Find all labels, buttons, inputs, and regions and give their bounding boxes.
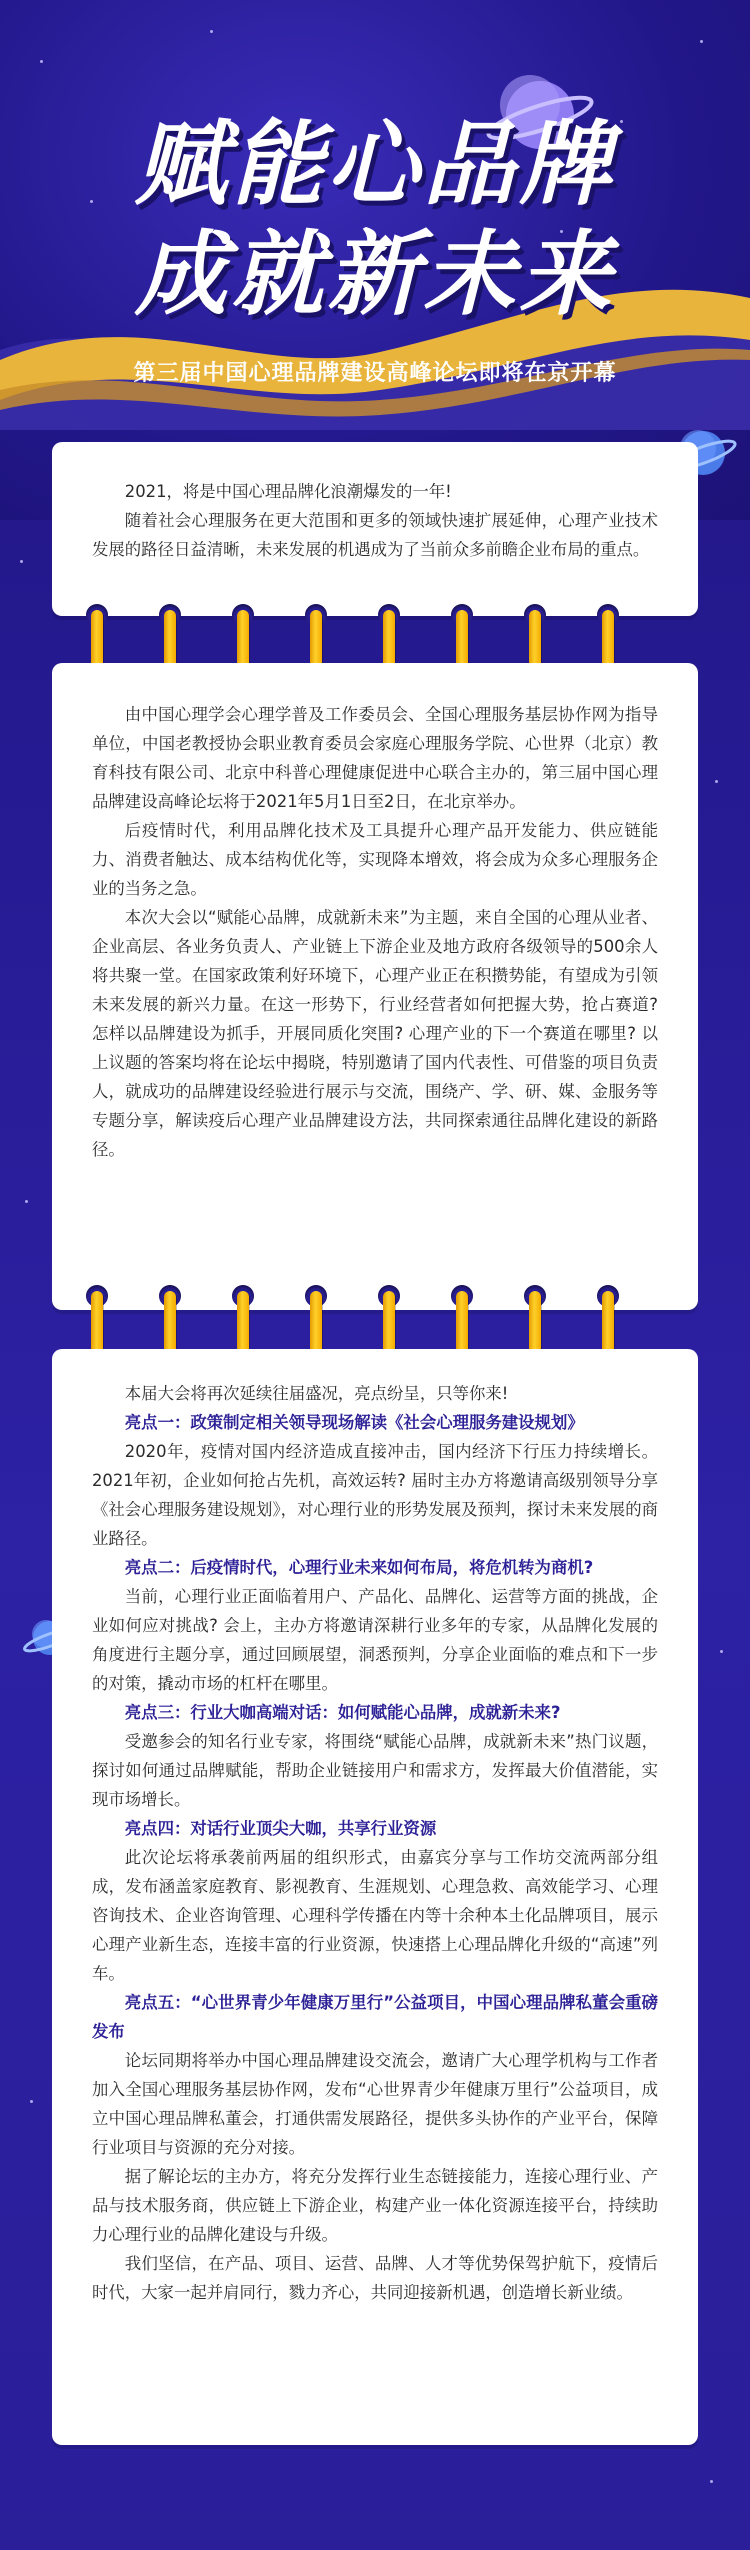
hero-title-line2: 成就新未来 [134, 221, 615, 328]
hero-title-line1: 赋能心品牌 [134, 111, 615, 218]
highlight-heading: 亮点四：对话行业顶尖大咖，共享行业资源 [124, 1819, 437, 1838]
intro-card [52, 442, 698, 616]
paragraph: 我们坚信，在产品、项目、运营、品牌、人才等优势保驾护航下，疫情后时代，大家一起并肩同行，戮力齐心，共同迎接新机遇，创造增长新业绩。 [92, 2254, 658, 2302]
paragraph: 论坛同期将举办中国心理品牌建设交流会，邀请广大心理学机构与工作者加入全国心理服务基层协作网，发布“心世界青少年健康万里行”公益项目，成立中国心理品牌私董会，打通供需发展路径，提供多头协作的产业平台，保障行业项目与资源的充分对接。 [92, 2051, 658, 2157]
paragraph: 2020年，疫情对国内经济造成直接冲击，国内经济下行压力持续增长。2021年初，企业如何抢占先机，高效运转? 届时主办方将邀请高级别领导分享《社会心理服务建设规划》，对心理行业的形势发展及预判，探讨未来发展的商业路径。 [92, 1442, 658, 1548]
paragraph: 受邀参会的知名行业专家，将围绕“赋能心品牌，成就新未来”热门议题，探讨如何通过品牌赋能，帮助企业链接用户和需求方，发挥最大价值潜能，实现市场增长。 [92, 1732, 658, 1809]
paragraph: 此次论坛将承袭前两届的组织形式，由嘉宾分享与工作坊交流两部分组成，发布涵盖家庭教育、影视教育、生涯规划、心理急救、高效能学习、心理咨询技术、企业咨询管理、心理科学传播在内等十余种本土化品牌项目，展示心理产业新生态，连接丰富的行业资源，快速搭上心理品牌化升级的“高速”列车。 [92, 1848, 658, 1983]
paragraph: 由中国心理学会心理学普及工作委员会、全国心理服务基层协作网为指导单位，中国老教授协会职业教育委员会家庭心理服务学院、心世界（北京）教育科技有限公司、北京中科普心理健康促进中心联合主办的，第三届中国心理品牌建设高峰论坛将于2021年5月1日至2日，在北京举办。 [92, 705, 658, 811]
paragraph: 据了解论坛的主办方，将充分发挥行业生态链接能力，连接心理行业、产品与技术服务商，供应链上下游企业，构建产业一体化资源连接平台，持续助力心理行业的品牌化建设与升级。 [92, 2167, 658, 2244]
hero-subtitle: 第三届中国心理品牌建设高峰论坛即将在京开幕 [133, 361, 617, 386]
event-card [52, 663, 698, 1310]
paragraph: 本届大会将再次延续往届盛况，亮点纷呈，只等你来! [124, 1384, 509, 1403]
paragraph: 2021，将是中国心理品牌化浪潮爆发的一年! [124, 482, 452, 501]
highlight-heading: 亮点五：“心世界青少年健康万里行”公益项目，中国心理品牌私董会重磅发布 [92, 1993, 658, 2041]
highlight-heading: 亮点二：后疫情时代，心理行业未来如何布局，将危机转为商机? [124, 1558, 594, 1577]
highlight-heading: 亮点一：政策制定相关领导现场解读《社会心理服务建设规划》 [124, 1413, 584, 1432]
paragraph: 随着社会心理服务在更大范围和更多的领域快速扩展延伸，心理产业技术发展的路径日益清晰，未来发展的机遇成为了当前众多前瞻企业布局的重点。 [92, 511, 658, 559]
paragraph: 当前，心理行业正面临着用户、产品化、品牌化、运营等方面的挑战，企业如何应对挑战? 会上，主办方将邀请深耕行业多年的专家，从品牌化发展的角度进行主题分享，通过回顾展望，洞悉预判，分享企业面临的难点和下一步的对策，撬动市场的杠杆在哪里。 [92, 1587, 658, 1693]
highlights-card [52, 1349, 698, 2445]
paragraph: 后疫情时代，利用品牌化技术及工具提升心理产品开发能力、供应链能力、消费者触达、成本结构优化等，实现降本增效，将会成为众多心理服务企业的当务之急。 [92, 821, 658, 898]
paragraph: 本次大会以“赋能心品牌，成就新未来”为主题，来自全国的心理从业者、企业高层、各业务负责人、产业链上下游企业及地方政府各级领导的500余人将共聚一堂。在国家政策利好环境下，心理产业正在积攒势能，有望成为引领未来发展的新兴力量。在这一形势下，行业经营者如何把握大势，抢占赛道? 怎样以品牌建设为抓手，开展同质化突围? 心理产业的下一个赛道在哪里? 以上议题的答案均将在论坛中揭晓，特别邀请了国内代表性、可借鉴的项目负责人，就成功的品牌建设经验进行展示与交流，围绕产、学、研、媒、金服务等专题分享，解读疫后心理产业品牌建设方法，共同探索通往品牌化建设的新路径。 [92, 908, 658, 1159]
highlight-heading: 亮点三：行业大咖高端对话：如何赋能心品牌，成就新未来? [124, 1703, 561, 1722]
